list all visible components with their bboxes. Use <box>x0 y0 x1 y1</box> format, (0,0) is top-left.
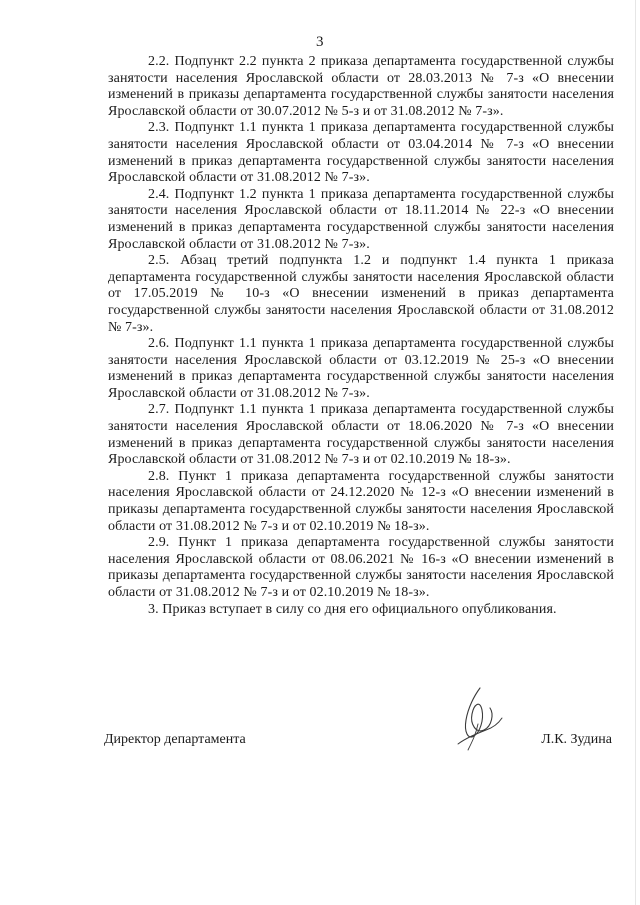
page-edge-line <box>635 0 636 905</box>
signature-block <box>104 732 612 756</box>
page-number: 3 <box>316 34 324 50</box>
signatory-title: Директор департамента <box>104 732 246 747</box>
paragraph-2-2: 2.2. Подпункт 2.2 пункта 2 приказа департамента государственной службы занятости населения Ярославской области от 28.03.2013 № 7-з «О внесении изменений в приказы департамента государственной службы занятости населения Ярославской области от 30.07.2012 № 5-з и от 31.08.2012 № 7-з». <box>108 54 614 119</box>
paragraph-2-4: 2.4. Подпункт 1.2 пункта 1 приказа департамента государственной службы занятости населения Ярославской области от 18.11.2014 № 22-з «О внесении изменений в приказ департамента государственной службы занятости населения Ярославской области от 31.08.2012 № 7-з». <box>108 186 614 252</box>
paragraph-3: 3. Приказ вступает в силу со дня его официального опубликования. <box>148 601 557 617</box>
paragraph-2-3: 2.3. Подпункт 1.1 пункта 1 приказа департамента государственной службы занятости населения Ярославской области от 03.04.2014 № 7-з «О внесении изменений в приказ департамента государственной службы занятости населения Ярославской области от 31.08.2012 № 7-з». <box>108 120 614 186</box>
paragraph-2-6: 2.6. Подпункт 1.1 пункта 1 приказа департамента государственной службы занятости населения Ярославской области от 03.12.2019 № 25-з «О внесении изменений в приказ департамента государственной службы занятости населения Ярославской области от 31.08.2012 № 7-з». <box>108 336 614 401</box>
signatory-name: Л.К. Зудина <box>541 732 612 747</box>
paragraph-2-5: 2.5. Абзац третий подпункта 1.2 и подпункт 1.4 пункта 1 приказа департамента государственной службы занятости населения Ярославской области от 17.05.2019 № 10-з «О внесении изменений в приказ департамента государственной службы занятости населения Ярославской области от 31.08.2012 № 7-з». <box>108 253 614 335</box>
paragraph-2-9: 2.9. Пункт 1 приказа департамента государственной службы занятости населения Ярославской области от 08.06.2021 № 16-з «О внесении изменений в приказы департамента государственной службы занятости населения Ярославской области от 31.08.2012 № 7-з и от 02.10.2019 № 18-з». <box>108 535 614 600</box>
paragraph-2-7: 2.7. Подпункт 1.1 пункта 1 приказа департамента государственной службы занятости населения Ярославской области от 18.06.2020 № 7-з «О внесении изменений в приказ департамента государственной службы занятости населения Ярославской области от 31.08.2012 № 7-з и от 02.10.2019 № 18-з». <box>108 402 614 468</box>
document-body <box>108 54 614 618</box>
paragraph-2-8: 2.8. Пункт 1 приказа департамента государственной службы занятости населения Ярославской области от 24.12.2020 № 12-з «О внесении изменений в приказы департамента государственной службы занятости населения Ярославской области от 31.08.2012 № 7-з и от 02.10.2019 № 18-з». <box>108 468 614 534</box>
